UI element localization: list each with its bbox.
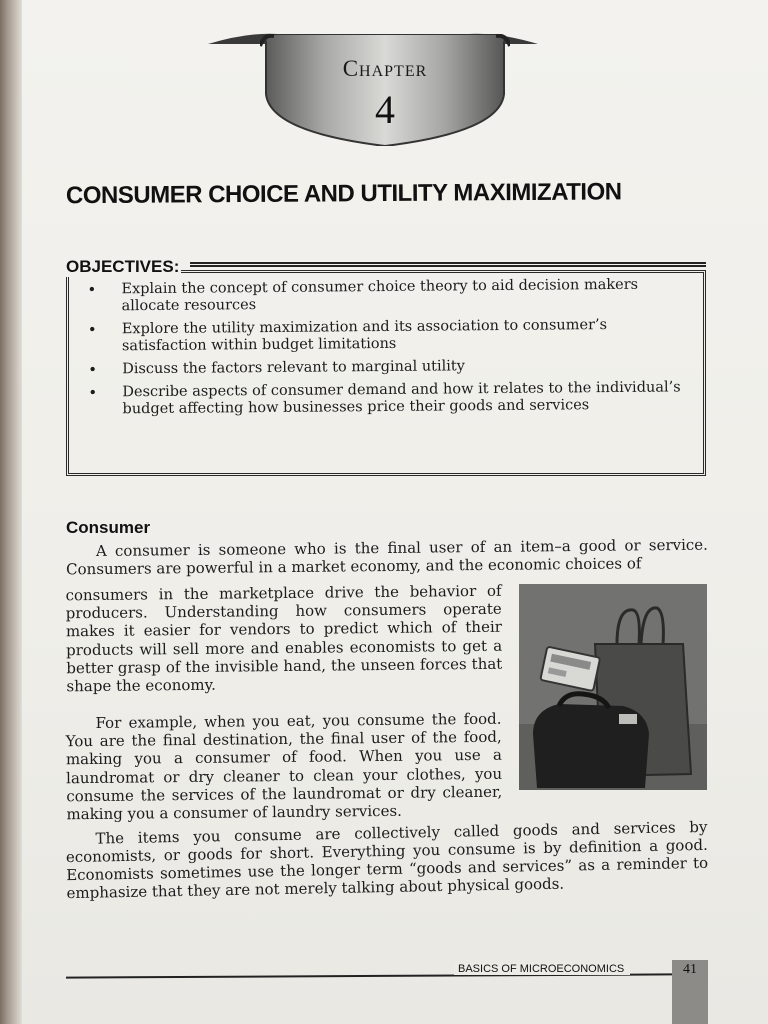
bullet-icon: • bbox=[87, 320, 97, 339]
paragraph-consumer-intro-cont: consumers in the marketplace drive the behavior of producers. Understanding how consumers operate makes it easier for vendors to predict which of their products will sell more and enables economists to get a better grasp of the invisible hand, the unseen forces that shape the economy. bbox=[65, 581, 503, 696]
bullet-icon: • bbox=[87, 280, 97, 299]
paragraph-food-example: For example, when you eat, you consume the food. You are the final destination, the final user of the food, making you a consumer of food. When you use a laundromat or dry cleaner to clean your clothes, you consume the services of the laundromat or dry cleaner, making you a consumer of laundry services. bbox=[65, 709, 503, 824]
bullet-icon: • bbox=[88, 383, 98, 402]
section-heading-consumer: Consumer bbox=[66, 518, 151, 537]
page-number: 41 bbox=[683, 962, 697, 977]
objectives-list bbox=[77, 276, 690, 424]
chapter-number: 4 bbox=[375, 87, 395, 132]
paragraph-consumer-intro: A consumer is someone who is the final user of an item–a good or service. Consumers are powerful in a market economy, and the economic choices of bbox=[66, 535, 708, 579]
shopping-bags-photo bbox=[519, 584, 707, 790]
objective-item: • Discuss the factors relevant to marginal utility bbox=[88, 358, 465, 379]
bullet-icon: • bbox=[88, 360, 98, 379]
objective-item: • Explore the utility maximization and its association to consumer’s satisfaction within budget limitations bbox=[87, 317, 608, 355]
chapter-label: Chapter bbox=[342, 56, 428, 81]
objective-item: • Describe aspects of consumer demand and how it relates to the individual’s budget affecting how businesses price their goods and services bbox=[88, 379, 681, 418]
objectives-heading: OBJECTIVES: bbox=[66, 257, 180, 276]
objective-item: • Explain the concept of consumer choice theory to aid decision makers allocate resources bbox=[87, 276, 639, 315]
paragraph-goods: The items you consume are collectively called goods and services by economists, or goods for short. Everything you consume is by definition a good. Economists sometimes use the longer term “goods and services” as a reminder to emphasize that they are not merely talking about physical goods. bbox=[65, 817, 709, 903]
objectives-rule bbox=[190, 262, 706, 267]
book-binding-shadow bbox=[0, 0, 24, 1024]
footer-book-title: BASICS OF MICROECONOMICS bbox=[454, 963, 630, 975]
chapter-title: CONSUMER CHOICE AND UTILITY MAXIMIZATION bbox=[65, 178, 622, 210]
